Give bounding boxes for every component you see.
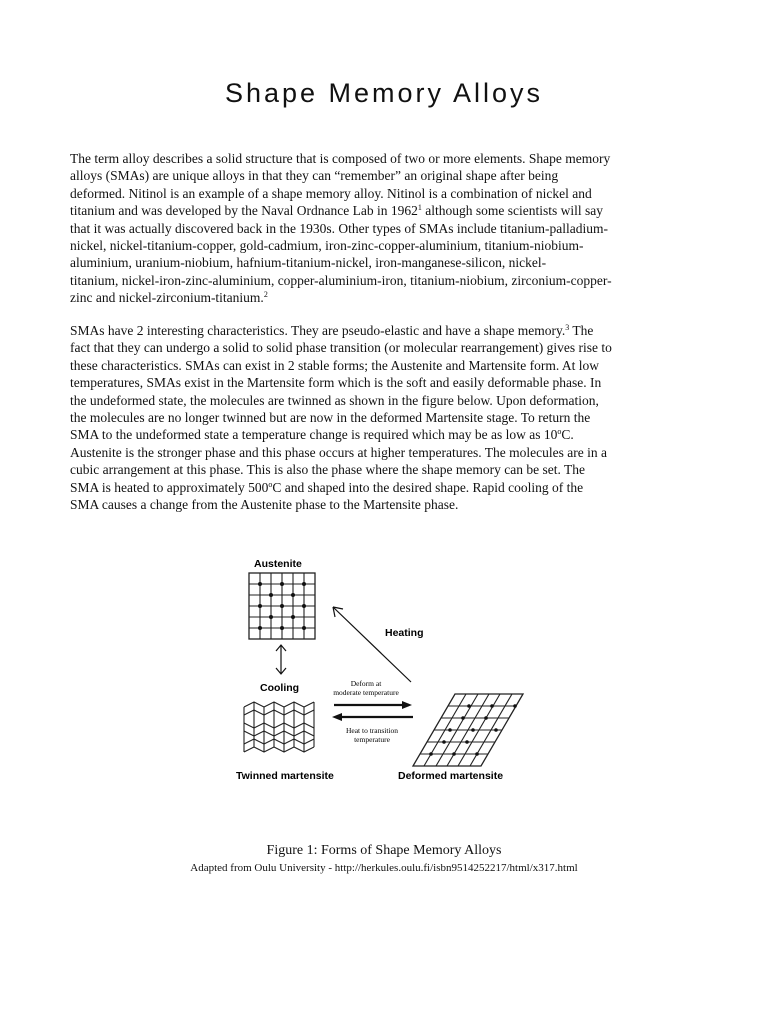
footnote-marker: 2 [263, 290, 268, 300]
deform-arrow-icon [334, 701, 412, 709]
text-line: SMA causes a change from the Austenite phase to the Martensite phase. [70, 497, 459, 513]
deform-label-line1: Deform at [350, 679, 382, 688]
twinned-martensite-label: Twinned martensite [236, 770, 334, 782]
heating-arrow-icon [333, 607, 411, 682]
text-segment: although some scientists will say [421, 203, 604, 219]
twinned-lattice [244, 702, 314, 752]
text-line: the undeformed state, the molecules are twinned as shown in the figure below. Upon deformation, [70, 392, 599, 408]
paragraph-characteristics [70, 322, 682, 513]
page-title: Shape Memory Alloys [224, 78, 544, 108]
text-line [70, 479, 682, 496]
paragraph-intro [70, 150, 682, 307]
double-arrow-icon [276, 645, 286, 674]
text-line: fact that they can undergo a solid to solid phase transition (or molecular rearrangement) gives rise to [70, 340, 612, 356]
cooling-label: Cooling [260, 682, 300, 694]
text-line [70, 202, 682, 219]
austenite-label: Austenite [254, 558, 302, 570]
text-line: deformed. Nitinol is an example of a shape memory alloy. Nitinol is a combination of nickel and [70, 185, 592, 201]
degree-mark: o [268, 479, 273, 489]
footnote-marker: 1 [417, 203, 422, 213]
text-line: The term alloy describes a solid structure that is composed of two or more elements. Shape memory [70, 151, 611, 166]
transition-arrow-icon [332, 713, 413, 721]
text-line: Austenite is the stronger phase and this phase occurs at higher temperatures. The molecules are in a [70, 444, 607, 460]
text-segment: SMA to the undeformed state a temperature change is required which may be as low as 10 [70, 427, 558, 443]
text-line: aluminium, uranium-niobium, hafnium-titanium-nickel, iron-manganese-silicon, nickel- [70, 255, 547, 271]
text-segment: SMA is heated to approximately 500 [70, 479, 269, 495]
text-segment: titanium and was developed by the Naval Ordnance Lab in 1962 [70, 203, 418, 219]
text-line: cubic arrangement at this phase. This is also the phase where the shape memory can be set. The [70, 462, 585, 478]
deformed-martensite-label: Deformed martensite [398, 770, 504, 782]
text-line [70, 426, 682, 443]
text-line: alloys (SMAs) are unique alloys in that they can “remember” an original shape after being [70, 168, 559, 184]
text-line [70, 289, 682, 306]
text-line: that it was actually discovered back in the 1930s. Other types of SMAs include titanium-palladium- [70, 220, 609, 236]
heating-label: Heating [385, 627, 424, 639]
heat-label-line2: temperature [354, 735, 390, 744]
heat-label-line1: Heat to transition [345, 726, 399, 735]
text-segment: The [569, 323, 594, 338]
figure-caption: Figure 1: Forms of Shape Memory Alloys [266, 843, 502, 858]
degree-mark: o [557, 427, 562, 437]
text-segment: C. [561, 427, 574, 443]
text-line: titanium, nickel-iron-zinc-aluminium, copper-aluminium-iron, titanium-niobium, zirconium-copper- [70, 272, 612, 288]
text-segment: C and shaped into the desired shape. Rapid cooling of the [272, 479, 584, 495]
text-segment: SMAs have 2 interesting characteristics. They are pseudo-elastic and have a shape memory. [70, 323, 566, 338]
text-line [70, 322, 682, 339]
footnote-marker: 3 [565, 323, 570, 332]
text-line: these characteristics. SMAs can exist in 2 stable forms; the Austenite and Martensite form. At low [70, 357, 600, 373]
text-segment: zinc and nickel-zirconium-titanium. [70, 290, 264, 306]
figure-source: Adapted from Oulu University - http://herkules.oulu.fi/isbn9514252217/html/x317.html [190, 862, 578, 874]
text-line: temperatures, SMAs exist in the Martensite form which is the soft and easily deformable phase. In [70, 375, 602, 391]
sma-forms-diagram [226, 552, 526, 784]
text-line: nickel, nickel-titanium-copper, gold-cadmium, iron-zinc-copper-aluminium, titanium-niobium- [70, 238, 584, 254]
text-line: the molecules are no longer twinned but are now in the deformed Martensite stage. To return the [70, 410, 591, 426]
deform-label-line2: moderate temperature [333, 688, 399, 697]
